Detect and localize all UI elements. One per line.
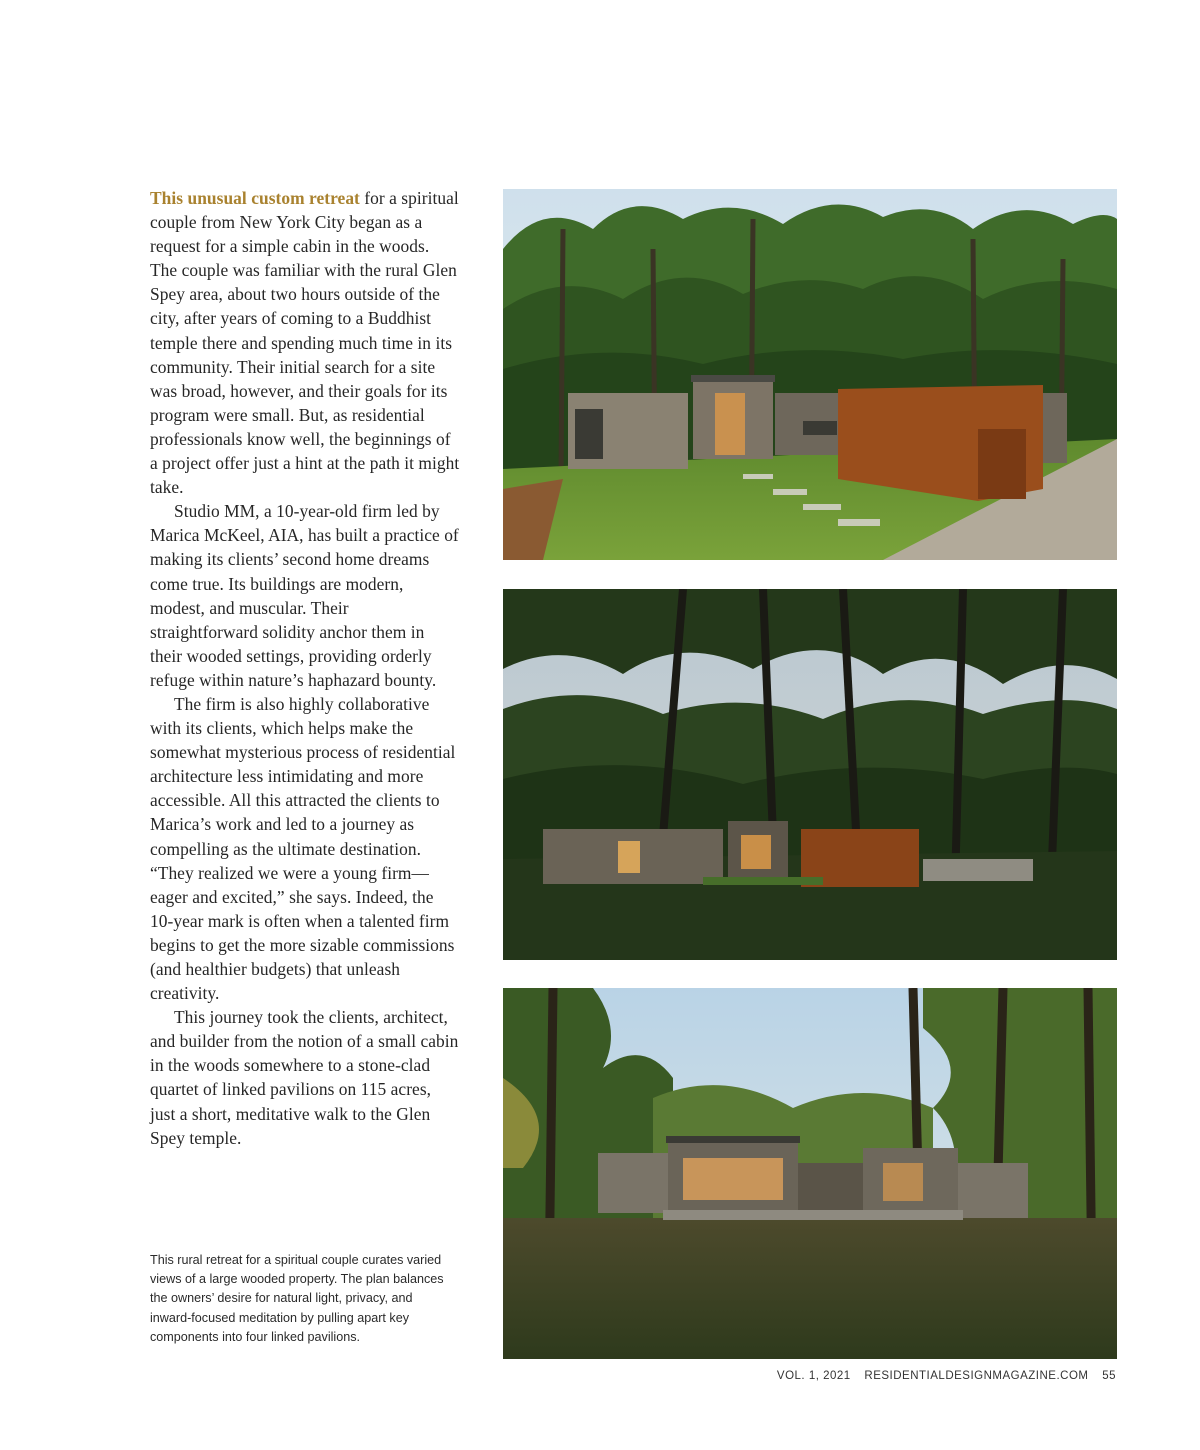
site-url: RESIDENTIALDESIGNMAGAZINE.COM xyxy=(864,1370,1089,1382)
issue-label: VOL. 1, 2021 xyxy=(776,1370,851,1382)
article-paragraph-2: Studio MM, a 10-year-old firm led by Marica McKeel, AIA, has built a practice of making its clients’ second home dreams come true. Its buildings are modern, modest, and muscular. Their straightforward solidity anchor them in their wooded settings, providing orderly refuge within nature’s haphazard bounty. xyxy=(150,501,459,690)
photo-caption: This rural retreat for a spiritual couple curates varied views of a large wooded property. The plan balances the owners’ desire for natural light, privacy, and inward-focused meditation by pulling apart key components into four linked pavilions. xyxy=(150,1253,444,1344)
page-number: 55 xyxy=(1102,1370,1116,1382)
photo-house-front xyxy=(503,189,1117,560)
article-body xyxy=(150,186,460,1150)
article-paragraph-3: The firm is also highly collaborative with its clients, which helps make the somewhat mysterious process of residential architecture less intimidating and more accessible. All this attracted the clients to Marica’s work and led to a journey as compelling as the ultimate destination. “They realized we were a young firm—eager and excited,” she says. Indeed, the 10-year mark is often when a talented firm begins to get the more sizable commissions (and healthier budgets) that unleash creativity. xyxy=(150,693,456,1004)
article-paragraph-4: This journey took the clients, architect, and builder from the notion of a small cabin in the woods somewhere to a stone-clad quartet of linked pavilions on 115 acres, just a short, meditative walk to the Glen Spey temple. xyxy=(150,1007,459,1148)
article-paragraph-1 xyxy=(150,186,460,499)
photo-pavilions xyxy=(503,988,1117,1359)
photo-pavilions-image xyxy=(503,988,1117,1359)
photo-house-dusk-image xyxy=(503,589,1117,960)
paragraph-text: for a spiritual couple from New York City began as a request for a simple cabin in the woods. The couple was familiar with the rural Glen Spey area, about two hours outside of the city, after years of coming to a Buddhist temple there and spending much time in its community. Their initial search for a site was broad, however, and their goals for its program were small. But, as residential professionals know well, the beginnings of a project offer just a hint at the path it might take. xyxy=(150,188,460,498)
photo-house-front-image xyxy=(503,189,1117,560)
page-footer xyxy=(767,1370,1116,1382)
lead-in: This unusual custom retreat xyxy=(150,188,360,208)
photo-house-dusk xyxy=(503,589,1117,960)
